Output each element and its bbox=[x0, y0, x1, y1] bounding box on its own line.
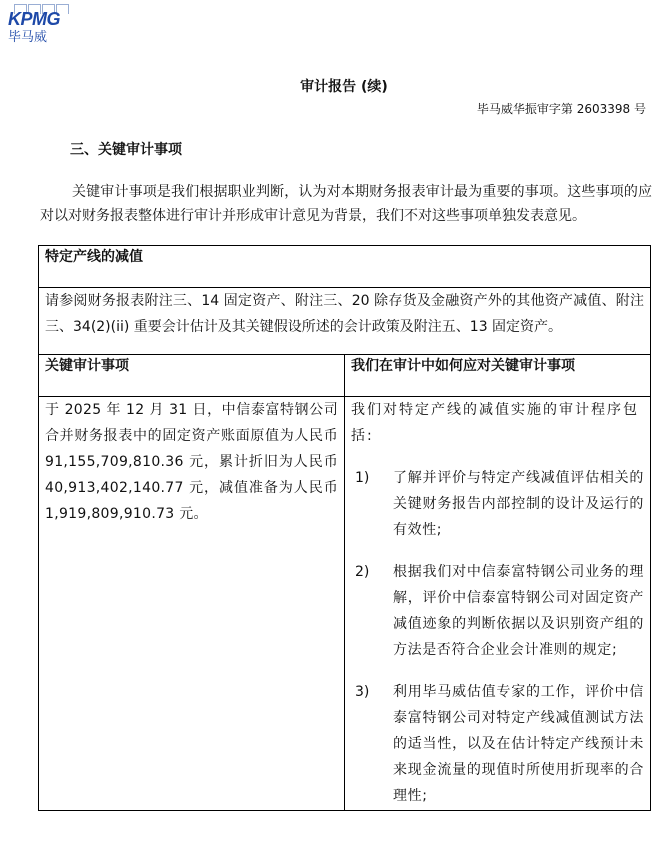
matter-title-row bbox=[39, 246, 651, 288]
section-heading: 三、关键审计事项 bbox=[70, 142, 182, 158]
matter-body-row bbox=[39, 397, 651, 811]
audit-procedure-item bbox=[351, 465, 644, 543]
procedure-number: 1) bbox=[355, 470, 370, 486]
reference-row bbox=[39, 288, 651, 355]
reference-text: 请参阅财务报表附注三、14 固定资产、附注三、20 除存货及金融资产外的其他资产减值、附注三、34(2)(ii) 重要会计估计及其关键假设所述的会计政策及附注五、13 固定资产。 bbox=[39, 288, 651, 355]
matter-description-cell bbox=[39, 397, 345, 811]
report-reference-number: 毕马威华振审字第 2603398 号 bbox=[476, 102, 646, 116]
report-title: 审计报告 (续) bbox=[300, 79, 388, 95]
column-header-key-matter: 关键审计事项 bbox=[39, 355, 345, 397]
procedure-text: 了解并评价与特定产线减值评估相关的关键财务报告内部控制的设计及运行的有效性; bbox=[393, 470, 644, 538]
audit-procedure-item bbox=[351, 679, 644, 809]
kpmg-chinese-name: 毕马威 bbox=[8, 30, 48, 45]
procedure-number: 3) bbox=[355, 684, 370, 700]
section-intro-paragraph: 关键审计事项是我们根据职业判断，认为对本期财务报表审计最为重要的事项。这些事项的应对以对财务报表整体进行审计并形成审计意见为背景，我们不对这些事项单独发表意见。 bbox=[40, 184, 652, 224]
audit-response-intro: 我们对特定产线的减值实施的审计程序包括: bbox=[351, 402, 639, 444]
matter-description: 于 2025 年 12 月 31 日，中信泰富特钢公司合并财务报表中的固定资产账面原值为人民币 91,155,709,810.36 元，累计折旧为人民币 40,913,402,140.77 元，减值准备为人民币 1,919,809,910.73 元。 bbox=[45, 402, 338, 522]
kpmg-logo bbox=[8, 4, 78, 46]
audit-response-cell bbox=[345, 397, 651, 811]
audit-procedure-item bbox=[351, 559, 644, 663]
procedure-text: 利用毕马威估值专家的工作，评价中信泰富特钢公司对特定产线减值测试方法的适当性，以及在估计特定产线预计未来现金流量的现值时所使用折现率的合理性; bbox=[393, 684, 644, 804]
procedure-number: 2) bbox=[355, 564, 370, 580]
column-header-row bbox=[39, 355, 651, 397]
column-header-audit-response: 我们在审计中如何应对关键审计事项 bbox=[345, 355, 651, 397]
audit-procedure-list bbox=[351, 465, 644, 809]
key-audit-matter-table bbox=[38, 245, 651, 811]
matter-title: 特定产线的减值 bbox=[39, 246, 651, 288]
kpmg-wordmark: KPMG bbox=[8, 9, 60, 29]
procedure-text: 根据我们对中信泰富特钢公司业务的理解，评价中信泰富特钢公司对固定资产减值迹象的判断依据以及识别资产组的方法是否符合企业会计准则的规定; bbox=[393, 564, 644, 658]
